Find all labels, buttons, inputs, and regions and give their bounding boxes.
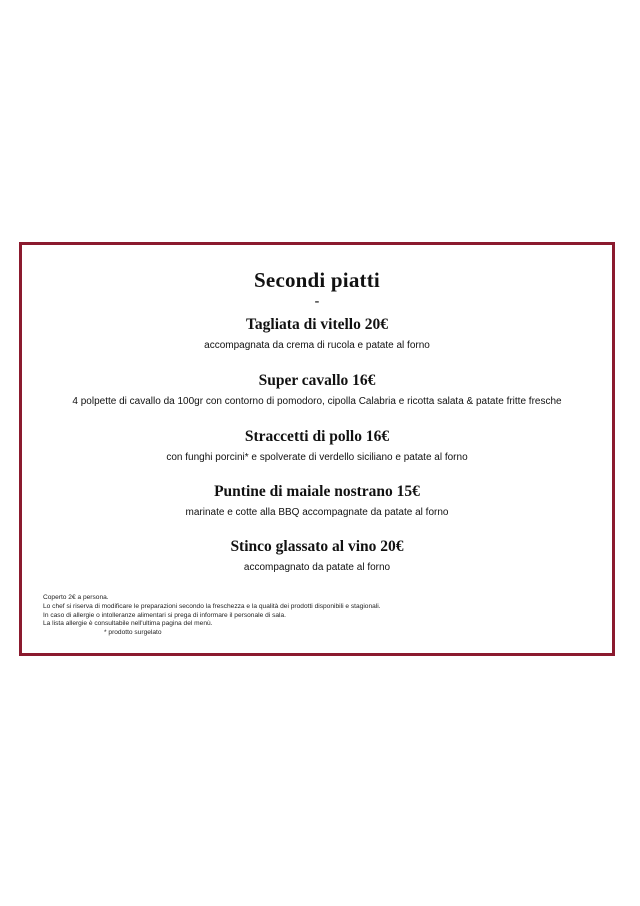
- dish-item: [22, 315, 612, 353]
- menu-title: Secondi piatti: [254, 268, 380, 292]
- menu-notes: [43, 594, 381, 638]
- frozen-product-note: * prodotto surgelato: [104, 629, 162, 637]
- note-line: Coperto 2€ a persona.: [43, 594, 109, 601]
- menu-frame: [19, 242, 615, 656]
- dish-description: marinate e cotte alla BBQ accompagnate da patate al forno: [185, 507, 449, 518]
- dish-name: Super cavallo 16€: [258, 372, 376, 389]
- title-separator: -: [314, 294, 320, 309]
- dish-description: 4 polpette di cavallo da 100gr con contorno di pomodoro, cipolla Calabria e ricotta salata & patate fritte fresche: [72, 396, 562, 407]
- dish-item: [22, 427, 612, 465]
- dish-name: Straccetti di pollo 16€: [244, 428, 390, 445]
- dish-item: [22, 537, 612, 575]
- note-line: In caso di allergie o intolleranze alimentari si prega di informare il personale di sala.: [43, 611, 286, 619]
- dish-description: accompagnata da crema di rucola e patate al forno: [204, 340, 430, 351]
- dish-name: Tagliata di vitello 20€: [246, 316, 388, 333]
- dish-name: Puntine di maiale nostrano 15€: [214, 483, 420, 500]
- dish-description: accompagnato da patate al forno: [243, 562, 391, 573]
- dish-item: [22, 482, 612, 520]
- note-line: Lo chef si riserva di modificare le preparazioni secondo la freschezza e la qualità dei prodotti disponibili e stagionali.: [43, 602, 381, 610]
- dish-item: [22, 371, 612, 409]
- dish-name: Stinco glassato al vino 20€: [230, 538, 404, 555]
- dish-description: con funghi porcini* e spolverate di verdello siciliano e patate al forno: [166, 452, 468, 463]
- note-line: La lista allergie è consultabile nell'ultima pagina del menù.: [43, 620, 213, 628]
